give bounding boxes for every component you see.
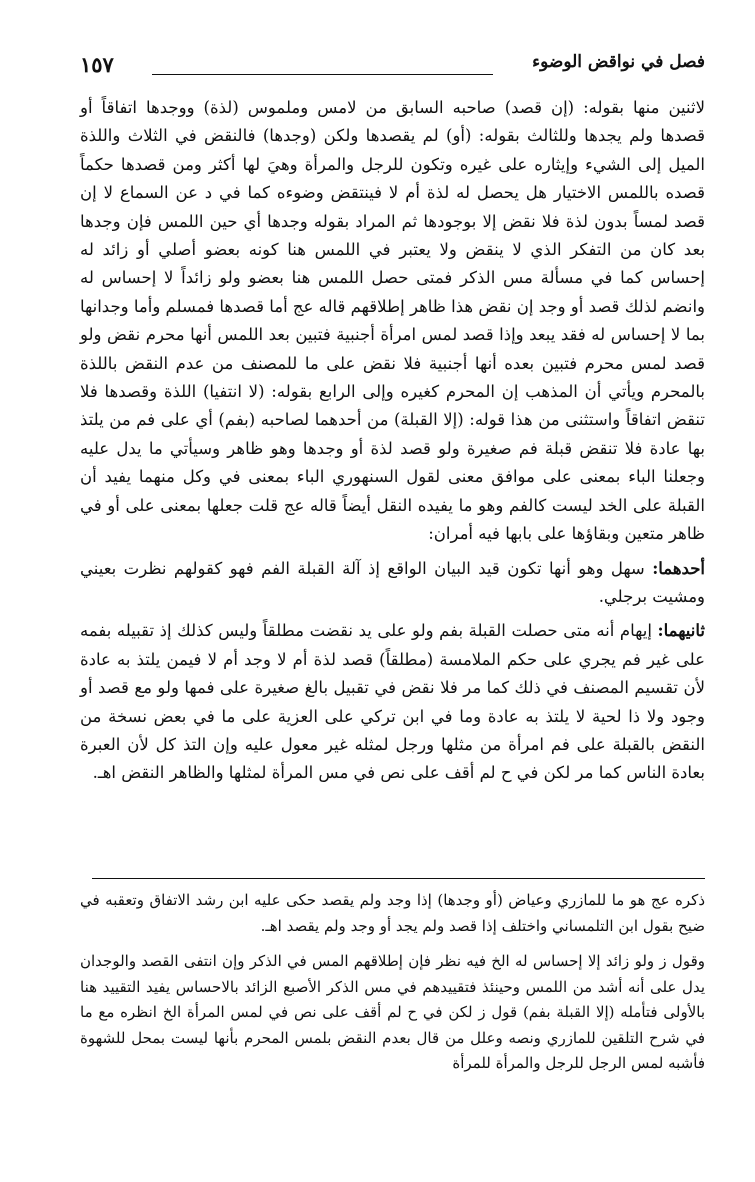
paragraph-second-matter bbox=[80, 617, 705, 787]
footnote-rule bbox=[92, 878, 705, 879]
second-matter-label: ثانيهما: bbox=[657, 621, 705, 641]
second-matter-text: إيهام أنه متى حصلت القبلة بفم ولو على يد نقضت مطلقاً وليس كذلك إذ تقبيله بفمه على غير فم يجري على حكم الملامسة (مطلقاً) قصد لذة أم لا وجد أم لا فيمن يلتذ به عادة لأن تقسيم المصنف في ذلك كما مر فلا نقض في تقبيل بالغ صغيرة على فمها ولو مع قصد أو وجود ولا ذا لحية لا يلتذ به عادة وما في ابن تركي على العزية على ما في بعض نسخة من النقض بالقبلة على فم امرأة من مثلها ورجل لمثله غير معول عليه وإن التذ كل لأن العبرة بعادة الناس كما مر لكن في ح لم أقف على نص في مس المرأة لمثلها والظاهر النقض اهـ. bbox=[80, 621, 705, 783]
paragraph-1: لاثنين منها بقوله: (إن قصد) صاحبه السابق من لامس وملموس (لذة) ووجدها اتفاقاً أو قصدها ولم يجدها وللثالث بقوله: (أو) لم يقصدها ولكن (وجدها) فالنقض في الثلاث واللذة الميل إلى الشيء وإيثاره على غيره وتكون للرجل والمرأة وهيَ لها أكثر ومن قصدها حكماً قصده باللمس الاختيار هل يحصل له لذة أم لا فينتقض وضوءه كما في د عن السماع لا إن قصد لمساً بدون لذة فلا نقض إلا بوجودها ثم المراد بقوله وجدها أي حين اللمس فإن وجدها بعد كان من التفكر الذي لا ينقض ولا يعتبر في اللمس هنا كونه بعضو أصلي أو زائد له إحساس كما في مسألة مس الذكر فمتى حصل اللمس هنا بعضو ولو زائداً لا إحساس له وانضم لذلك قصد أو وجد إن نقض هذا ظاهر إطلاقهم قاله عج أما قصدها فمسلم وأما وجدانها بما لا إحساس له فقد يبعد وإذا قصد لمس امرأة أجنبية فتبين بعد اللمس أنها محرم نقض ولو قصد لمس محرم فتبين بعده أنها أجنبية فلا نقض على ما للمصنف من عدم النقض باللذة بالمحرم ويأتي أن المذهب إن المحرم كغيره وإلى الرابع بقوله: (لا انتفيا) اللذة وقصدها فلا تنقض اتفاقاً واستثنى من هذا قوله: (إلا القبلة) من أحدهما لصاحبه (بفم) أي على فم من يلتذ بها عادة فلا تنقض قبلة فم صغيرة ولو قصد لذة أو وجدها وهو ظاهر وسيأتي ما يدل عليه وجعلنا الباء بمعنى على موافق معنى لقول السنهوري الباء بمعنى في وكل منهما يفيد أن القبلة على الخد ليست كالفم وهو ما يفيده النقل أيضاً قاله عج قلت جعلها بمعنى على أو في ظاهر متعين وبقاؤها على بابها فيه أمران: bbox=[80, 98, 705, 544]
footnotes bbox=[80, 888, 705, 1077]
paragraph-first-matter bbox=[80, 555, 705, 612]
footnote-2: وقول ز ولو زائد إلا إحساس له الخ فيه نظر فإن إطلاقهم المس في الذكر وإن انتفى القصد والوجدان يدل على أنه أشد من اللمس وحينئذ فتقييدهم في مس الذكر الأصبع الزائد بالاحساس يفيد التقييد هنا بالأولى فتأمله (إلا القبلة بفم) قول ز لكن في ح لم أقف على نص في لمس المرأة الخ انظره مع ما في شرح التلقين للمازري ونصه وعلل من قال بعدم النقض بلمس المحرم بأنها ليست بمحل للشهوة فأشبه لمس الرجل للرجل والمرأة للمرأة bbox=[80, 952, 705, 1072]
first-matter-text: سهل وهو أنها تكون قيد البيان الواقع إذ آلة القبلة الفم فهو كقولهم نظرت بعيني ومشيت برجلي. bbox=[80, 558, 705, 606]
chapter-title: فصل في نواقض الوضوء bbox=[532, 52, 705, 72]
header-rule bbox=[152, 74, 493, 75]
main-text bbox=[80, 94, 705, 788]
running-header bbox=[80, 48, 705, 88]
footnote-1: ذكره عج هو ما للمازري وعياض (أو وجدها) إذا وجد ولم يقصد حكى عليه ابن رشد الاتفاق وتعقبه في ضيح بقول ابن التلمساني واختلف إذا قصد ولم يجد أو وجد ولم يقصد اهـ. bbox=[80, 891, 705, 935]
first-matter-label: أحدهما: bbox=[652, 558, 705, 578]
page-number: ١٥٧ bbox=[80, 52, 114, 77]
page bbox=[80, 48, 705, 788]
